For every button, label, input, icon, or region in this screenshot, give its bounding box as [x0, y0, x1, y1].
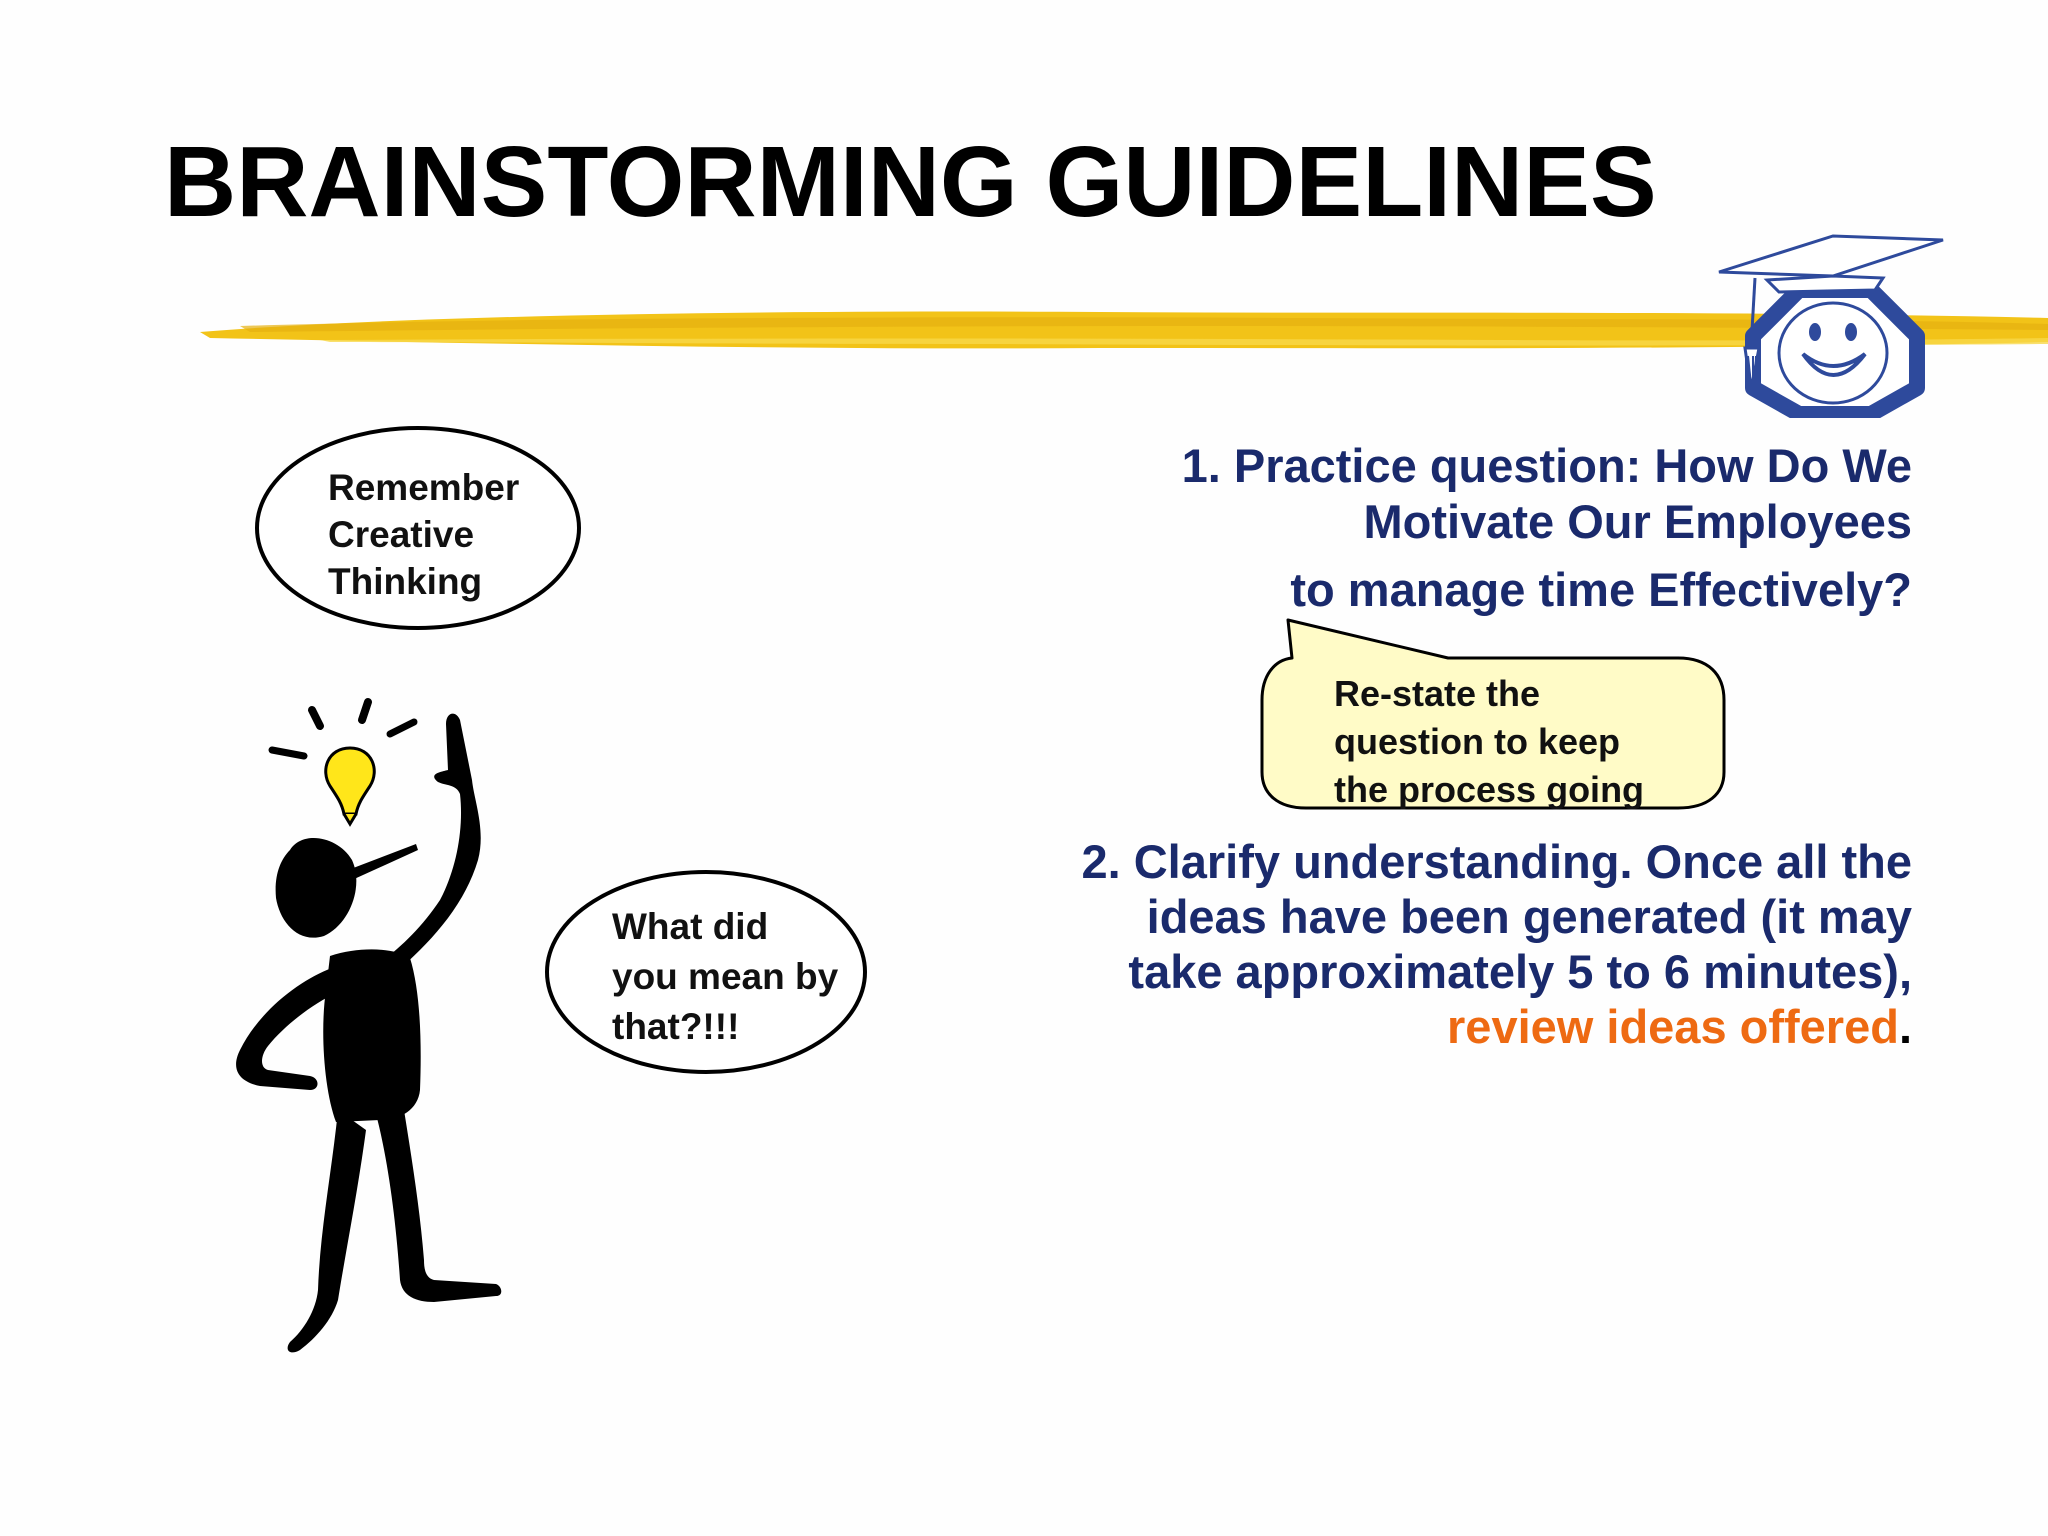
remember-text: [328, 464, 519, 605]
point2-period: .: [1898, 1000, 1912, 1053]
restate-line: Re-state the: [1334, 673, 1541, 714]
slide-title: BRAINSTORMING GUIDELINES: [164, 126, 1657, 238]
speech-bubble-what-did: [542, 866, 872, 1080]
callout-restate: [1258, 618, 1728, 814]
remember-line: Thinking: [328, 561, 483, 602]
restate-line: the process going: [1334, 769, 1645, 810]
restate-line: question to keep: [1334, 721, 1621, 762]
restate-text: [1334, 670, 1644, 814]
remember-line: Creative: [328, 514, 475, 555]
point1-line: to manage time Effectively?: [1290, 563, 1912, 616]
graduation-cap-smiley-icon: [1715, 228, 1945, 418]
point1-line: Motivate Our Employees: [1363, 495, 1912, 548]
point-clarify-understanding: [1081, 834, 1912, 1054]
what-did-text: [612, 902, 838, 1052]
what-did-line: What did: [612, 906, 769, 947]
speech-bubble-remember: [252, 422, 588, 636]
review-ideas-highlight: review ideas offered: [1447, 1000, 1899, 1053]
stick-figure-lightbulb-icon: [220, 690, 560, 1370]
point2-line: 2. Clarify understanding. Once all the: [1081, 835, 1912, 888]
remember-line: Remember: [328, 467, 520, 508]
point-practice-question: [1182, 438, 1912, 618]
point2-line: take approximately 5 to 6 minutes),: [1128, 945, 1912, 998]
point1-line: 1. Practice question: How Do We: [1181, 439, 1912, 492]
what-did-line: that?!!!: [612, 1006, 740, 1047]
what-did-line: you mean by: [612, 956, 839, 997]
point2-final-line: [1081, 999, 1912, 1054]
point2-line: ideas have been generated (it may: [1146, 890, 1912, 943]
